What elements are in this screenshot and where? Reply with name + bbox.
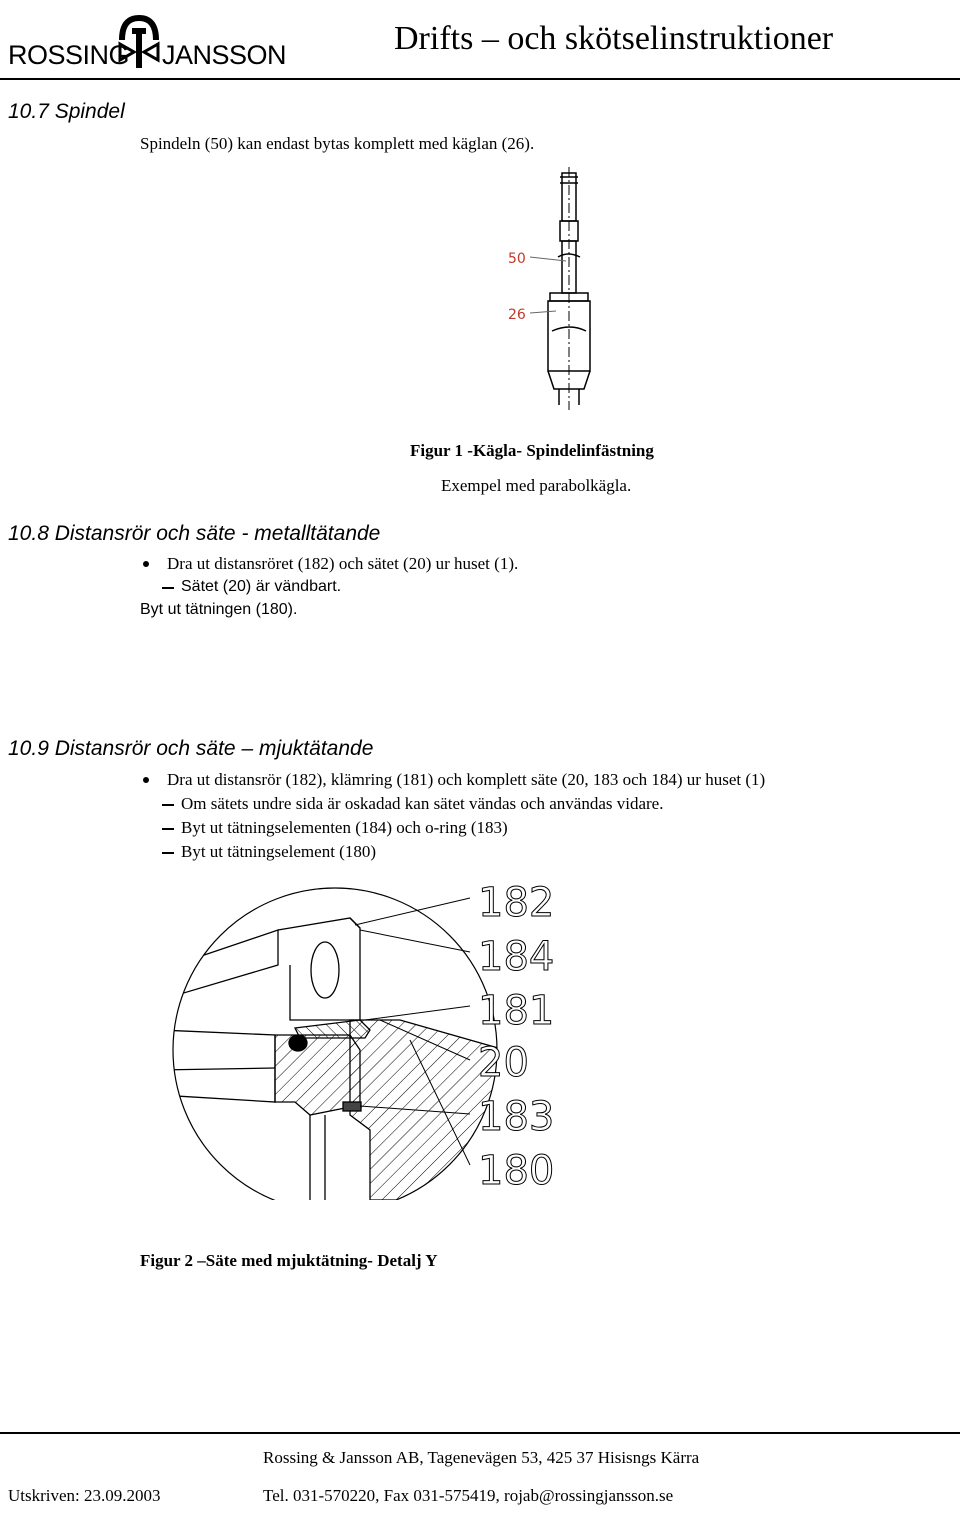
label-181: 181 [478, 988, 555, 1034]
spindel-text: Spindeln (50) kan endast bytas komplett med käglan (26). [140, 134, 535, 153]
label-180: 180 [478, 1148, 555, 1194]
logo-text-left: ROSSING [8, 40, 130, 70]
part-labels [478, 880, 554, 1194]
dash-icon [162, 587, 174, 589]
s109-bullet-text: Dra ut distansrör (182), klämring (181) och komplett säte (20, 183 och 184) ur huset (1) [167, 770, 766, 789]
logo-mark-icon [118, 14, 160, 70]
heading-10-7: 10.7 Spindel [8, 100, 125, 123]
label-50: 50 [508, 251, 526, 267]
spindle-drawing [490, 165, 620, 415]
heading-10-8: 10.8 Distansrör och säte - metalltätande [8, 522, 381, 545]
seat-detail-drawing [160, 870, 560, 1200]
s108-dash-text: Sätet (20) är vändbart. [181, 578, 342, 595]
s109-dash1-text: Om sätets undre sida är oskadad kan sätet vändas och användas vidare. [181, 794, 664, 813]
heading-10-9: 10.9 Distansrör och säte – mjuktätande [8, 737, 374, 760]
figure-2-caption: Figur 2 –Säte med mjuktätning- Detalj Y [140, 1251, 438, 1270]
bullet-icon [143, 777, 149, 783]
document-title: Drifts – och skötselinstruktioner [394, 20, 834, 57]
footer-contact: Tel. 031-570220, Fax 031-575419, rojab@rossingjansson.se [263, 1486, 674, 1505]
dash-icon [162, 828, 174, 830]
dash-icon [162, 852, 174, 854]
label-183: 183 [478, 1094, 555, 1140]
logo-text-right: JANSSON [162, 40, 287, 70]
footer-printed-date: Utskriven: 23.09.2003 [8, 1486, 161, 1505]
bullet-icon [143, 561, 149, 567]
s109-dash2-text: Byt ut tätningselementen (184) och o-ring (183) [181, 818, 508, 837]
footer-rule [0, 1432, 960, 1434]
footer-address: Rossing & Jansson AB, Tagenevägen 53, 425 37 Hisisngs Kärra [263, 1448, 700, 1467]
dash-icon [162, 804, 174, 806]
label-26: 26 [508, 307, 526, 323]
s108-bullet-text: Dra ut distansröret (182) och sätet (20) ur huset (1). [167, 554, 519, 573]
s109-dash3-text: Byt ut tätningselement (180) [181, 842, 376, 861]
s108-line3: Byt ut tätningen (180). [140, 601, 298, 618]
figure-1-note: Exempel med parabolkägla. [441, 476, 632, 495]
figure-1-caption: Figur 1 -Kägla- Spindelinfästning [410, 441, 654, 460]
header-rule [0, 78, 960, 80]
label-20: 20 [478, 1040, 529, 1086]
label-184: 184 [478, 934, 555, 980]
label-182: 182 [478, 880, 555, 926]
